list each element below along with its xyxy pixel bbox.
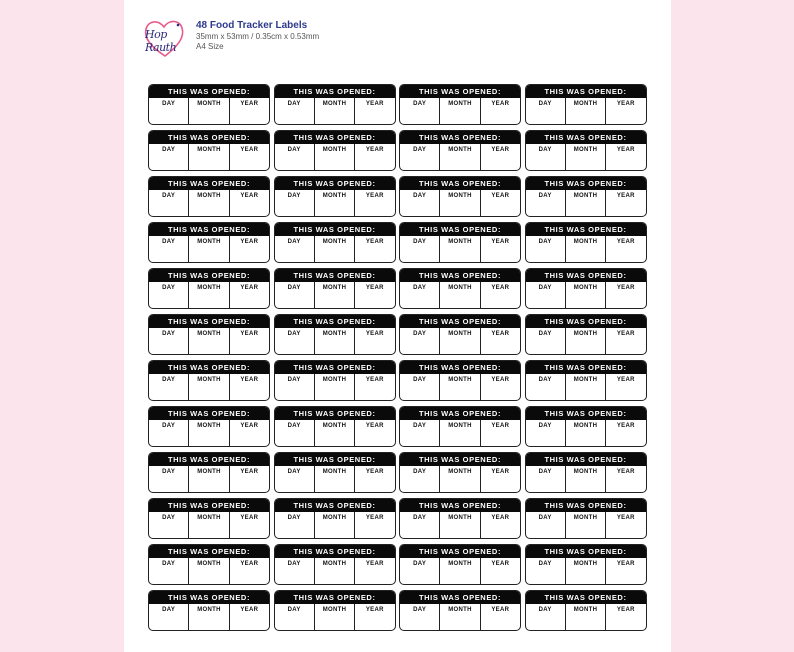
header-text <box>196 20 319 52</box>
label-fields <box>149 466 269 493</box>
label-field-month: MONTH <box>440 512 480 539</box>
label-field-day: DAY <box>149 512 189 539</box>
label-heading: THIS WAS OPENED: <box>275 85 395 98</box>
label-heading: THIS WAS OPENED: <box>526 499 646 512</box>
label-field-month: MONTH <box>189 466 229 493</box>
label-field-year: YEAR <box>616 331 635 337</box>
label-field-year: YEAR <box>240 561 259 567</box>
label-field-month: MONTH <box>189 328 229 355</box>
label-heading: THIS WAS OPENED: <box>400 131 520 144</box>
label-fields <box>275 190 395 217</box>
food-label <box>399 452 521 493</box>
label-field-month: MONTH <box>566 466 606 493</box>
label-field-year: YEAR <box>240 101 259 107</box>
label-field-year: YEAR <box>240 423 259 429</box>
label-heading: THIS WAS OPENED: <box>149 545 269 558</box>
label-field-day: DAY <box>526 512 566 539</box>
label-field-year: YEAR <box>616 239 635 245</box>
label-field-day: DAY <box>400 374 440 401</box>
label-field-day: DAY <box>400 328 440 355</box>
label-fields <box>400 282 520 309</box>
label-field-month: MONTH <box>566 328 606 355</box>
label-field-year: YEAR <box>365 239 384 245</box>
food-label <box>525 544 647 585</box>
label-fields <box>275 236 395 263</box>
label-field-year: YEAR <box>616 101 635 107</box>
label-field-year: YEAR <box>240 285 259 291</box>
label-fields <box>400 374 520 401</box>
label-heading: THIS WAS OPENED: <box>275 315 395 328</box>
label-heading: THIS WAS OPENED: <box>149 361 269 374</box>
label-field-year: YEAR <box>240 469 259 475</box>
food-label <box>525 590 647 631</box>
food-label <box>525 452 647 493</box>
food-label <box>399 314 521 355</box>
label-field-day: DAY <box>400 282 440 309</box>
label-field-year: YEAR <box>616 515 635 521</box>
label-heading: THIS WAS OPENED: <box>275 499 395 512</box>
label-fields <box>275 282 395 309</box>
food-label <box>525 498 647 539</box>
label-field-year: YEAR <box>365 101 384 107</box>
food-label <box>525 130 647 171</box>
label-fields <box>149 190 269 217</box>
label-fields <box>275 98 395 125</box>
food-label <box>274 222 396 263</box>
label-field-year: YEAR <box>240 331 259 337</box>
label-field-day: DAY <box>275 420 315 447</box>
label-fields <box>275 420 395 447</box>
label-field-year: YEAR <box>616 607 635 613</box>
paper-size-text: A4 Size <box>196 42 224 51</box>
food-label <box>399 268 521 309</box>
food-label <box>274 452 396 493</box>
label-heading: THIS WAS OPENED: <box>400 591 520 604</box>
label-field-day: DAY <box>526 98 566 125</box>
label-field-month: MONTH <box>315 98 355 125</box>
label-field-year: YEAR <box>365 607 384 613</box>
label-field-day: DAY <box>275 466 315 493</box>
label-field-day: DAY <box>275 98 315 125</box>
label-heading: THIS WAS OPENED: <box>526 223 646 236</box>
label-heading: THIS WAS OPENED: <box>400 85 520 98</box>
sheet-title: 48 Food Tracker Labels <box>196 20 308 31</box>
label-heading: THIS WAS OPENED: <box>149 315 269 328</box>
food-label <box>525 84 647 125</box>
label-field-year: YEAR <box>491 515 510 521</box>
label-heading: THIS WAS OPENED: <box>526 591 646 604</box>
label-heading: THIS WAS OPENED: <box>526 453 646 466</box>
label-heading: THIS WAS OPENED: <box>149 453 269 466</box>
label-field-month: MONTH <box>189 604 229 631</box>
label-fields <box>526 190 646 217</box>
label-fields <box>275 512 395 539</box>
label-heading: THIS WAS OPENED: <box>526 85 646 98</box>
label-field-year: YEAR <box>365 561 384 567</box>
label-fields <box>149 604 269 631</box>
label-field-month: MONTH <box>315 282 355 309</box>
label-heading: THIS WAS OPENED: <box>275 591 395 604</box>
sheet-header <box>142 16 319 62</box>
food-label <box>148 406 270 447</box>
label-field-day: DAY <box>526 328 566 355</box>
label-field-day: DAY <box>149 420 189 447</box>
label-field-month: MONTH <box>189 282 229 309</box>
food-label <box>148 268 270 309</box>
food-label <box>274 590 396 631</box>
label-field-day: DAY <box>149 236 189 263</box>
label-field-month: MONTH <box>440 282 480 309</box>
size-text: 35mm x 53mm / 0.35cm x 0.53mm <box>196 32 320 41</box>
label-field-year: YEAR <box>365 193 384 199</box>
food-label <box>274 314 396 355</box>
label-field-day: DAY <box>400 558 440 585</box>
label-field-day: DAY <box>149 144 189 171</box>
label-fields <box>526 236 646 263</box>
brand-logo <box>142 16 188 60</box>
label-field-year: YEAR <box>616 285 635 291</box>
label-fields <box>149 512 269 539</box>
label-heading: THIS WAS OPENED: <box>526 269 646 282</box>
label-heading: THIS WAS OPENED: <box>149 407 269 420</box>
label-fields <box>275 328 395 355</box>
food-label <box>148 314 270 355</box>
label-heading: THIS WAS OPENED: <box>149 223 269 236</box>
label-field-day: DAY <box>149 98 189 125</box>
label-fields <box>526 512 646 539</box>
label-field-year: YEAR <box>365 331 384 337</box>
label-field-month: MONTH <box>440 144 480 171</box>
food-label <box>148 360 270 401</box>
label-field-year: YEAR <box>365 515 384 521</box>
food-label <box>399 84 521 125</box>
label-heading: THIS WAS OPENED: <box>149 591 269 604</box>
label-field-year: YEAR <box>365 147 384 153</box>
label-field-year: YEAR <box>616 423 635 429</box>
label-heading: THIS WAS OPENED: <box>400 177 520 190</box>
label-field-day: DAY <box>526 604 566 631</box>
food-label <box>399 544 521 585</box>
label-fields <box>526 558 646 585</box>
label-fields <box>149 374 269 401</box>
label-field-year: YEAR <box>365 469 384 475</box>
label-field-day: DAY <box>275 512 315 539</box>
label-field-month: MONTH <box>315 236 355 263</box>
label-sheet <box>124 0 671 652</box>
food-label <box>525 222 647 263</box>
label-field-year: YEAR <box>616 147 635 153</box>
food-label <box>274 176 396 217</box>
label-heading: THIS WAS OPENED: <box>526 361 646 374</box>
label-fields <box>400 328 520 355</box>
label-fields <box>526 374 646 401</box>
label-field-month: MONTH <box>440 374 480 401</box>
label-field-year: YEAR <box>491 469 510 475</box>
label-fields <box>400 236 520 263</box>
food-label <box>525 314 647 355</box>
label-heading: THIS WAS OPENED: <box>400 545 520 558</box>
label-field-day: DAY <box>149 190 189 217</box>
label-heading: THIS WAS OPENED: <box>275 269 395 282</box>
label-field-month: MONTH <box>566 420 606 447</box>
label-field-month: MONTH <box>315 466 355 493</box>
label-field-year: YEAR <box>491 147 510 153</box>
food-label <box>274 360 396 401</box>
food-label <box>148 176 270 217</box>
label-heading: THIS WAS OPENED: <box>149 269 269 282</box>
label-fields <box>400 558 520 585</box>
label-field-year: YEAR <box>616 377 635 383</box>
label-field-year: YEAR <box>616 469 635 475</box>
food-label <box>274 268 396 309</box>
label-field-month: MONTH <box>566 512 606 539</box>
label-heading: THIS WAS OPENED: <box>149 85 269 98</box>
label-heading: THIS WAS OPENED: <box>275 407 395 420</box>
label-field-day: DAY <box>526 466 566 493</box>
label-heading: THIS WAS OPENED: <box>275 131 395 144</box>
label-field-day: DAY <box>400 420 440 447</box>
label-field-month: MONTH <box>566 98 606 125</box>
label-fields <box>526 282 646 309</box>
label-field-day: DAY <box>149 282 189 309</box>
label-field-month: MONTH <box>315 328 355 355</box>
label-field-day: DAY <box>526 190 566 217</box>
label-field-day: DAY <box>275 328 315 355</box>
label-field-year: YEAR <box>616 561 635 567</box>
label-heading: THIS WAS OPENED: <box>149 177 269 190</box>
label-heading: THIS WAS OPENED: <box>400 361 520 374</box>
food-label <box>399 176 521 217</box>
label-field-day: DAY <box>149 604 189 631</box>
label-fields <box>149 282 269 309</box>
label-field-day: DAY <box>275 144 315 171</box>
label-field-year: YEAR <box>616 193 635 199</box>
label-field-year: YEAR <box>491 193 510 199</box>
label-field-month: MONTH <box>189 236 229 263</box>
label-fields <box>275 604 395 631</box>
label-field-day: DAY <box>400 236 440 263</box>
food-label <box>399 222 521 263</box>
label-field-year: YEAR <box>240 193 259 199</box>
label-heading: THIS WAS OPENED: <box>526 131 646 144</box>
label-field-day: DAY <box>400 190 440 217</box>
label-fields <box>149 328 269 355</box>
food-label <box>274 498 396 539</box>
label-field-day: DAY <box>526 282 566 309</box>
label-field-month: MONTH <box>315 558 355 585</box>
label-fields <box>526 98 646 125</box>
label-field-year: YEAR <box>491 607 510 613</box>
label-heading: THIS WAS OPENED: <box>526 177 646 190</box>
food-label <box>148 222 270 263</box>
label-field-month: MONTH <box>566 144 606 171</box>
food-label <box>525 406 647 447</box>
label-heading: THIS WAS OPENED: <box>526 545 646 558</box>
label-heading: THIS WAS OPENED: <box>400 407 520 420</box>
label-heading: THIS WAS OPENED: <box>526 315 646 328</box>
label-field-day: DAY <box>275 236 315 263</box>
label-fields <box>275 558 395 585</box>
label-field-year: YEAR <box>365 423 384 429</box>
label-fields <box>526 466 646 493</box>
label-field-year: YEAR <box>491 423 510 429</box>
label-field-day: DAY <box>526 558 566 585</box>
label-field-month: MONTH <box>566 604 606 631</box>
label-fields <box>526 604 646 631</box>
label-fields <box>400 98 520 125</box>
food-label <box>274 130 396 171</box>
food-label <box>148 544 270 585</box>
label-heading: THIS WAS OPENED: <box>400 453 520 466</box>
label-field-month: MONTH <box>315 512 355 539</box>
food-label <box>148 84 270 125</box>
food-label <box>274 84 396 125</box>
label-fields <box>275 374 395 401</box>
label-field-month: MONTH <box>315 190 355 217</box>
label-field-day: DAY <box>526 374 566 401</box>
label-fields <box>149 98 269 125</box>
label-heading: THIS WAS OPENED: <box>400 499 520 512</box>
label-field-month: MONTH <box>440 236 480 263</box>
label-field-day: DAY <box>526 236 566 263</box>
label-field-year: YEAR <box>491 285 510 291</box>
label-heading: THIS WAS OPENED: <box>149 499 269 512</box>
label-field-day: DAY <box>400 604 440 631</box>
label-field-month: MONTH <box>189 98 229 125</box>
label-field-year: YEAR <box>491 101 510 107</box>
label-field-day: DAY <box>400 512 440 539</box>
label-field-month: MONTH <box>566 374 606 401</box>
label-field-month: MONTH <box>315 604 355 631</box>
label-field-month: MONTH <box>440 604 480 631</box>
label-field-month: MONTH <box>189 374 229 401</box>
logo-text: Hop Rauth <box>145 28 177 54</box>
label-fields <box>400 420 520 447</box>
label-heading: THIS WAS OPENED: <box>275 223 395 236</box>
label-heading: THIS WAS OPENED: <box>149 131 269 144</box>
label-field-month: MONTH <box>566 558 606 585</box>
food-label <box>399 590 521 631</box>
label-heading: THIS WAS OPENED: <box>275 453 395 466</box>
label-heading: THIS WAS OPENED: <box>275 545 395 558</box>
food-label <box>148 130 270 171</box>
label-heading: THIS WAS OPENED: <box>400 315 520 328</box>
label-fields <box>149 558 269 585</box>
food-label <box>148 498 270 539</box>
label-field-day: DAY <box>400 466 440 493</box>
label-field-day: DAY <box>149 328 189 355</box>
label-field-year: YEAR <box>240 607 259 613</box>
food-label <box>399 498 521 539</box>
label-field-month: MONTH <box>440 420 480 447</box>
label-field-year: YEAR <box>491 377 510 383</box>
label-field-month: MONTH <box>189 512 229 539</box>
label-field-day: DAY <box>400 144 440 171</box>
label-field-month: MONTH <box>440 190 480 217</box>
food-label <box>274 544 396 585</box>
label-fields <box>275 144 395 171</box>
label-field-day: DAY <box>275 190 315 217</box>
label-field-month: MONTH <box>315 144 355 171</box>
label-field-year: YEAR <box>240 239 259 245</box>
label-heading: THIS WAS OPENED: <box>275 177 395 190</box>
label-field-year: YEAR <box>240 147 259 153</box>
label-field-day: DAY <box>275 604 315 631</box>
food-label <box>525 176 647 217</box>
label-heading: THIS WAS OPENED: <box>526 407 646 420</box>
label-field-month: MONTH <box>440 466 480 493</box>
label-field-day: DAY <box>149 374 189 401</box>
label-field-year: YEAR <box>365 377 384 383</box>
label-field-month: MONTH <box>566 282 606 309</box>
label-field-month: MONTH <box>440 558 480 585</box>
label-fields <box>400 512 520 539</box>
label-field-month: MONTH <box>315 420 355 447</box>
food-label <box>399 360 521 401</box>
food-label <box>525 268 647 309</box>
label-field-year: YEAR <box>491 239 510 245</box>
label-fields <box>149 236 269 263</box>
label-field-month: MONTH <box>189 144 229 171</box>
food-label <box>148 590 270 631</box>
label-field-month: MONTH <box>315 374 355 401</box>
label-field-year: YEAR <box>240 515 259 521</box>
label-fields <box>526 144 646 171</box>
label-heading: THIS WAS OPENED: <box>400 269 520 282</box>
label-fields <box>149 144 269 171</box>
label-field-day: DAY <box>275 558 315 585</box>
label-field-day: DAY <box>149 558 189 585</box>
label-field-day: DAY <box>275 282 315 309</box>
label-field-year: YEAR <box>491 331 510 337</box>
label-heading: THIS WAS OPENED: <box>400 223 520 236</box>
label-field-month: MONTH <box>566 236 606 263</box>
label-field-day: DAY <box>400 98 440 125</box>
label-field-month: MONTH <box>189 558 229 585</box>
label-fields <box>275 466 395 493</box>
label-fields <box>400 190 520 217</box>
food-label <box>274 406 396 447</box>
food-label <box>399 406 521 447</box>
label-field-month: MONTH <box>440 98 480 125</box>
label-field-month: MONTH <box>566 190 606 217</box>
label-field-month: MONTH <box>440 328 480 355</box>
food-label <box>399 130 521 171</box>
label-field-year: YEAR <box>240 377 259 383</box>
label-field-year: YEAR <box>491 561 510 567</box>
food-label <box>148 452 270 493</box>
label-fields <box>149 420 269 447</box>
label-fields <box>526 328 646 355</box>
label-heading: THIS WAS OPENED: <box>275 361 395 374</box>
label-field-day: DAY <box>149 466 189 493</box>
label-fields <box>400 144 520 171</box>
label-fields <box>400 604 520 631</box>
label-field-day: DAY <box>526 420 566 447</box>
label-field-year: YEAR <box>365 285 384 291</box>
label-field-month: MONTH <box>189 420 229 447</box>
label-field-day: DAY <box>275 374 315 401</box>
food-label <box>525 360 647 401</box>
label-fields <box>400 466 520 493</box>
label-fields <box>526 420 646 447</box>
label-field-day: DAY <box>526 144 566 171</box>
label-field-month: MONTH <box>189 190 229 217</box>
